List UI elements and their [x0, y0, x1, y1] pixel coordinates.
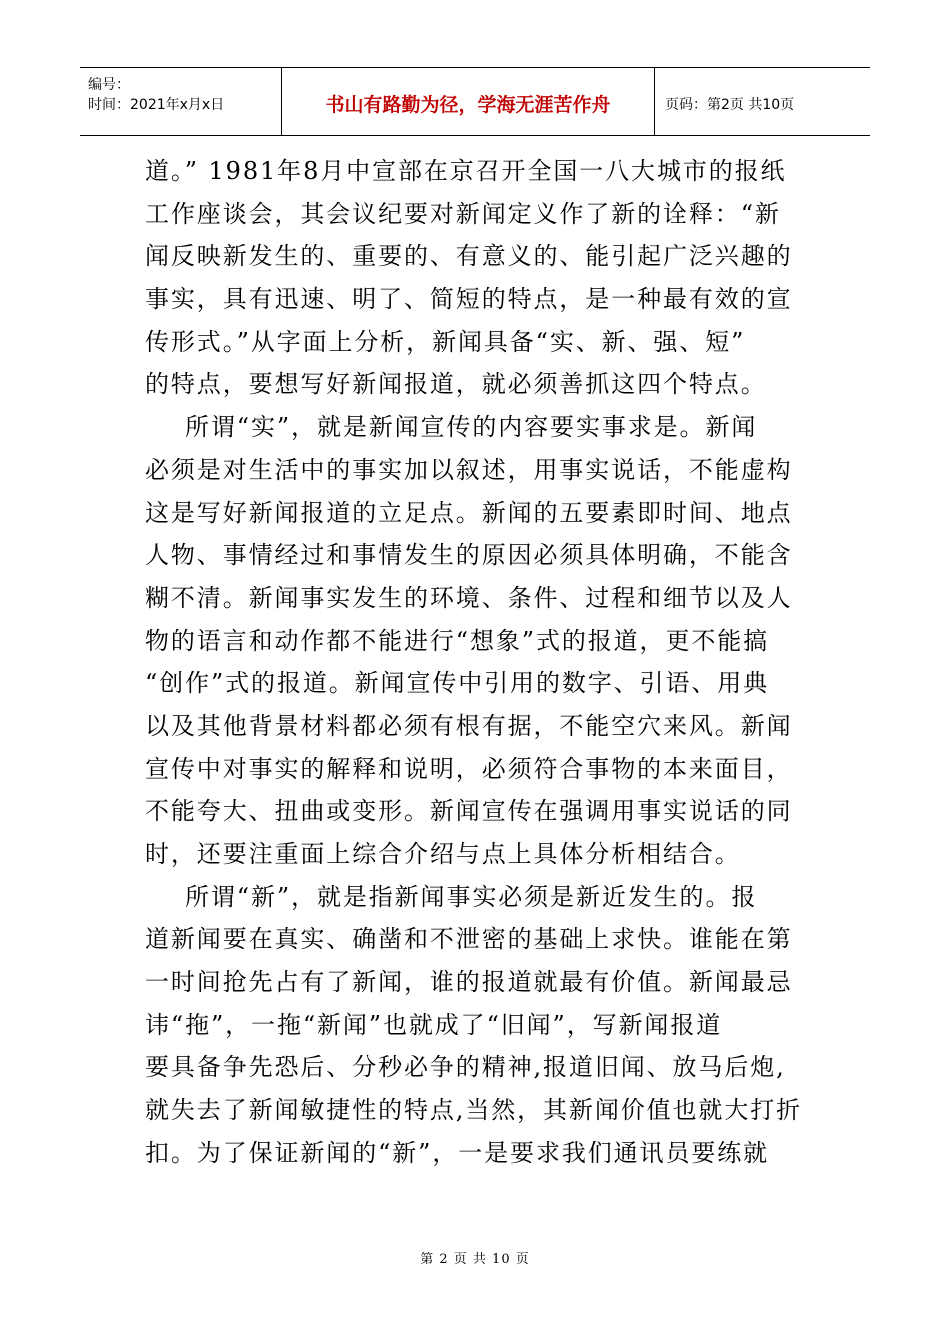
- body-line: 物的语言和动作都不能进行“想象”式的报道，更不能搞: [145, 626, 770, 655]
- body-line: 不能夸大、扭曲或变形。新闻宣传在强调用事实说话的同: [145, 797, 793, 826]
- date-label: 时间：2021年x月x日: [88, 97, 225, 113]
- body-line: 事实，具有迅速、明了、简短的特点，是一种最有效的宣: [145, 285, 793, 314]
- number-label: 编号：: [88, 77, 130, 93]
- body-line: 讳“拖”，一拖“新闻”也就成了“旧闻”，写新闻报道: [145, 1010, 723, 1039]
- body-line: 糊不清。新闻事实发生的环境、条件、过程和细节以及人: [145, 583, 793, 612]
- motto-text: 书山有路勤为径，学海无涯苦作舟: [325, 94, 611, 116]
- body-line: 的特点，要想写好新闻报道，就必须善抓这四个特点。: [145, 370, 767, 399]
- body-line: 要具备争先恐后、分秒必争的精神,报道旧闻、放马后炮,: [145, 1053, 786, 1082]
- body-line: “创作”式的报道。新闻宣传中引用的数字、引语、用典: [145, 669, 770, 698]
- header-table: [80, 67, 870, 136]
- paragraph-first-line: 所谓“新”，就是指新闻事实必须是新近发生的。报: [185, 882, 758, 911]
- body-line: 工作座谈会，其会议纪要对新闻定义作了新的诠释：“新: [145, 199, 781, 228]
- body-line: 人物、事情经过和事情发生的原因必须具体明确，不能含: [145, 541, 793, 570]
- body-line: 以及其他背景材料都必须有根有据，不能空穴来风。新闻: [145, 711, 793, 740]
- body-line: 闻反映新发生的、重要的、有意义的、能引起广泛兴趣的: [145, 242, 793, 271]
- footer-page-number: 第 2 页 共 10 页: [420, 1252, 530, 1267]
- body-line: 时，还要注重面上综合介绍与点上具体分析相结合。: [145, 840, 741, 868]
- body-line: 一时间抢先占有了新闻，谁的报道就最有价值。新闻最忌: [145, 968, 793, 997]
- body-line: 扣。为了保证新闻的“新”，一是要求我们通讯员要练就: [145, 1138, 770, 1167]
- body-line: 传形式。”从字面上分析，新闻具备“实、新、强、短”: [145, 327, 746, 356]
- page-footer: [0, 1248, 950, 1267]
- paragraph-first-line: 所谓“实”，就是新闻宣传的内容要实事求是。新闻: [185, 413, 758, 442]
- body-line: 宣传中对事实的解释和说明，必须符合事物的本来面目，: [145, 754, 793, 783]
- body-line: 道新闻要在真实、确凿和不泄密的基础上求快。谁能在第: [145, 925, 793, 954]
- document-body: [145, 150, 805, 1175]
- page-info: 页码：第2页 共10页: [665, 96, 795, 113]
- header-page-cell: [655, 68, 870, 135]
- body-line: 必须是对生活中的事实加以叙述，用事实说话，不能虚构: [145, 455, 793, 484]
- body-line: 这是写好新闻报道的立足点。新闻的五要素即时间、地点: [145, 498, 793, 527]
- header-meta-cell: [80, 68, 282, 135]
- header-motto-cell: [282, 68, 655, 135]
- body-line: 道。” 1981年8月中宣部在京召开全国一八大城市的报纸: [145, 157, 787, 185]
- body-line: 就失去了新闻敏捷性的特点,当然，其新闻价值也就大打折: [145, 1096, 803, 1125]
